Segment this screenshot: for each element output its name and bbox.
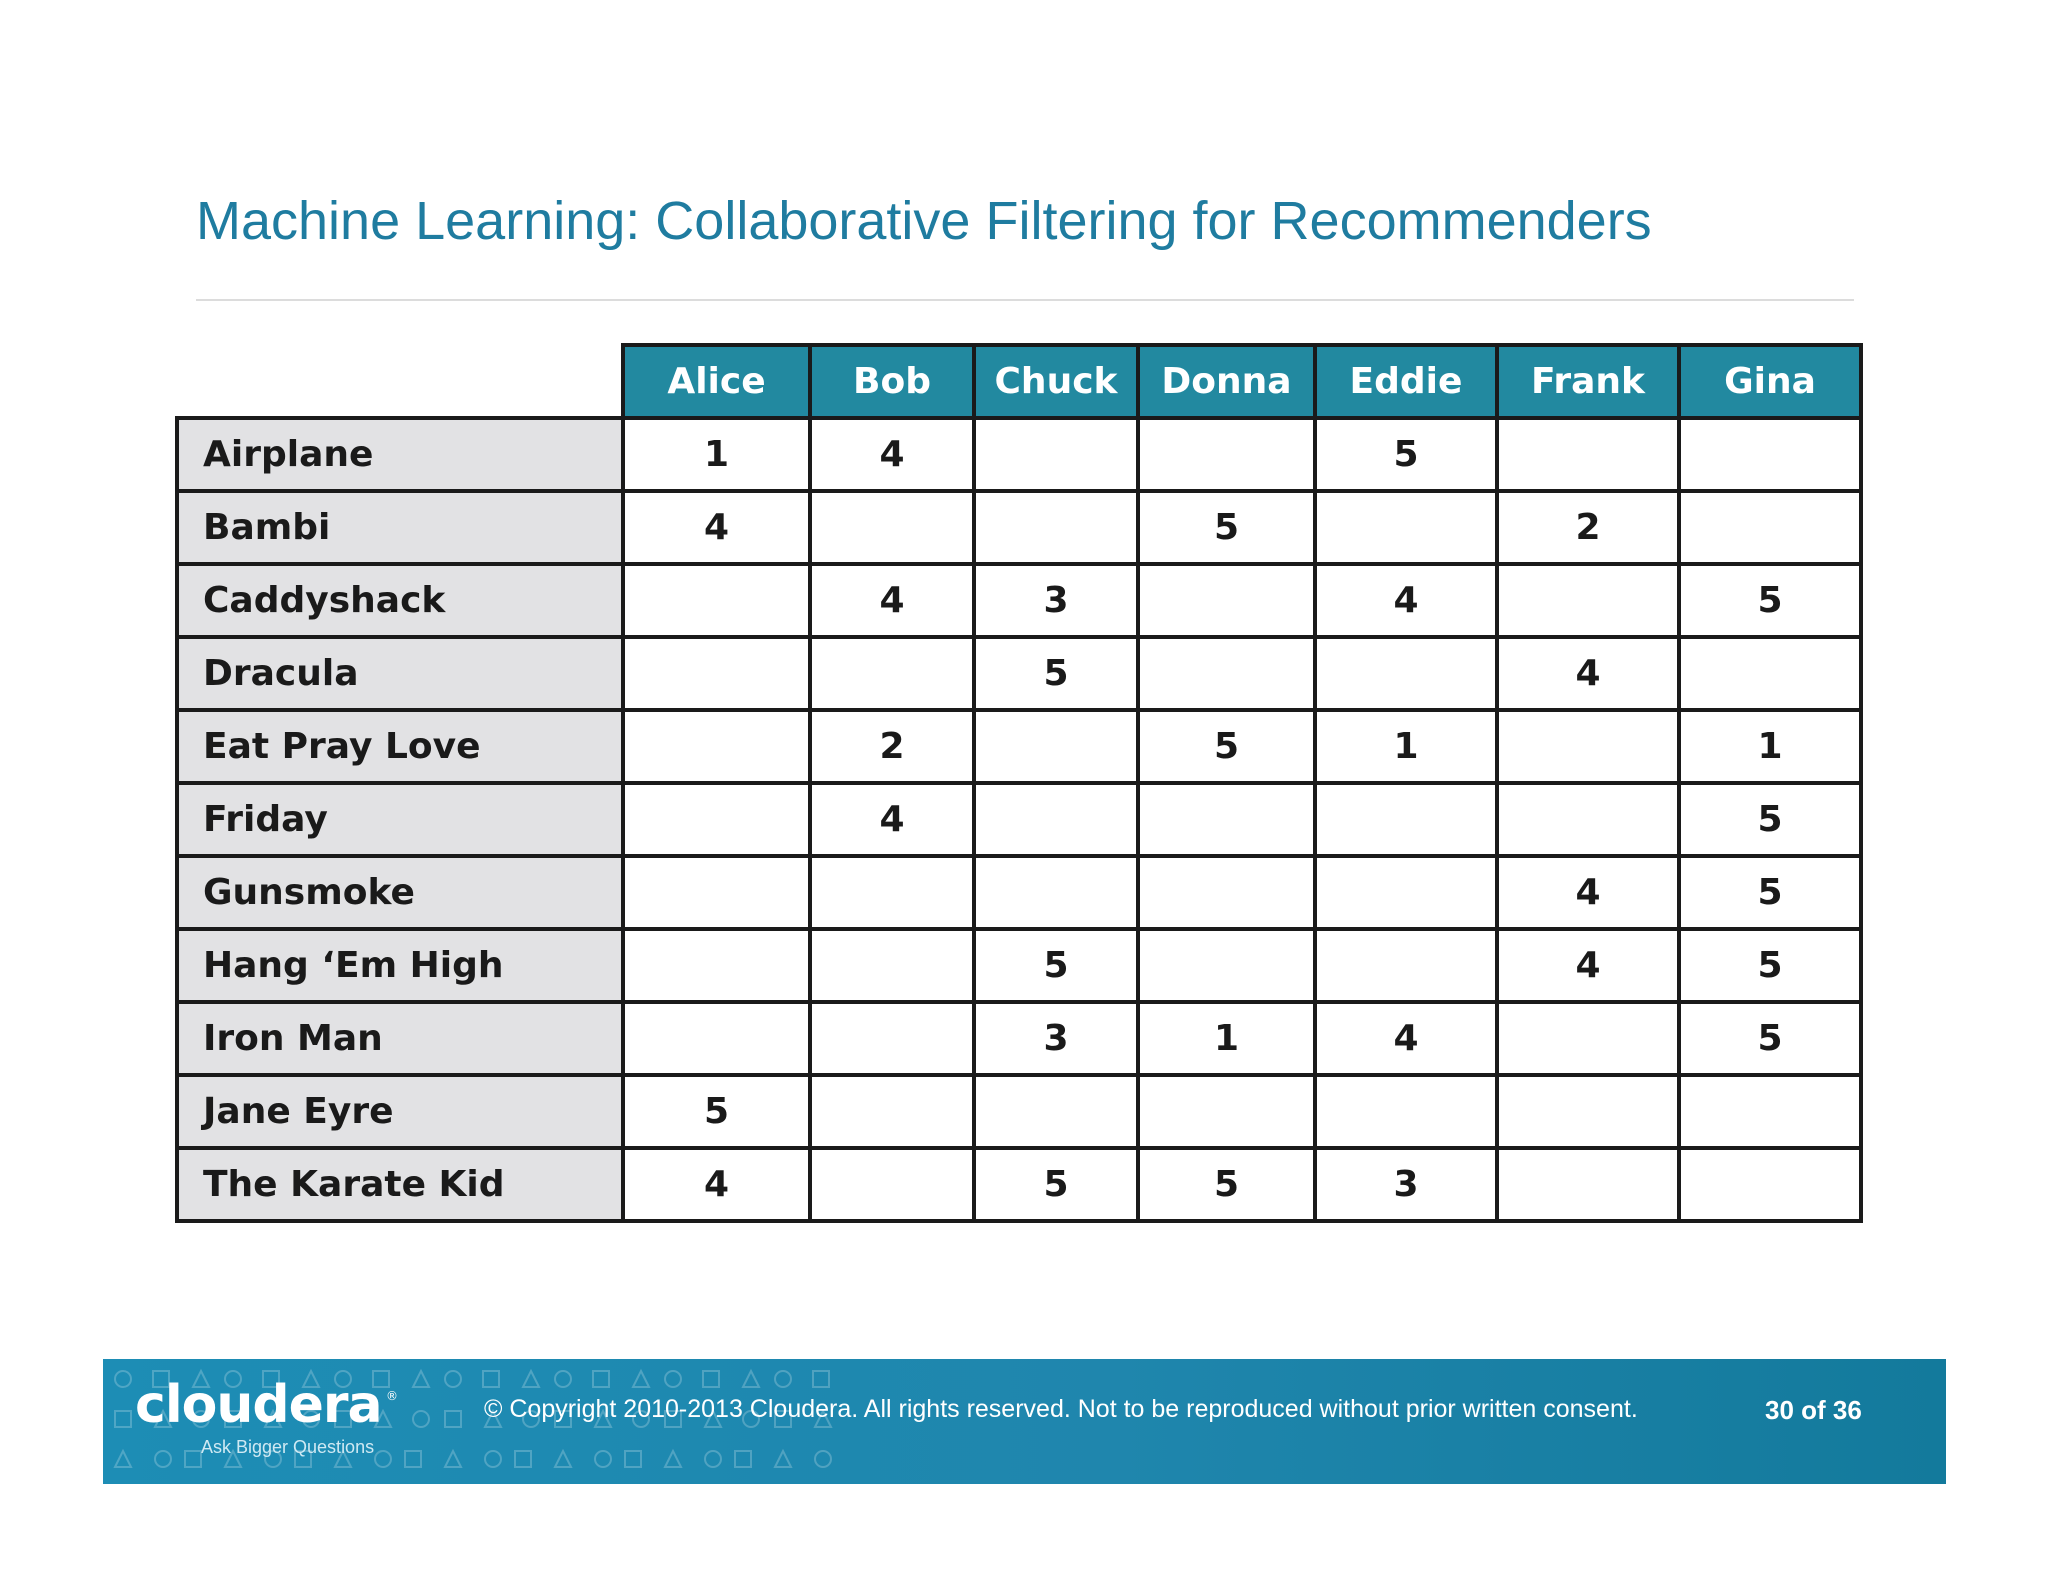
rating-cell-chuck — [974, 710, 1138, 783]
rating-cell-alice — [623, 637, 810, 710]
user-header-bob: Bob — [810, 345, 974, 418]
user-header-alice: Alice — [623, 345, 810, 418]
rating-cell-alice — [623, 710, 810, 783]
movie-title-cell: The Karate Kid — [177, 1148, 623, 1221]
movie-title-cell: Bambi — [177, 491, 623, 564]
rating-cell-bob — [810, 637, 974, 710]
movie-title-cell: Gunsmoke — [177, 856, 623, 929]
rating-cell-donna — [1138, 564, 1315, 637]
table-row — [177, 783, 1861, 856]
rating-cell-gina: 1 — [1679, 710, 1861, 783]
rating-cell-chuck — [974, 491, 1138, 564]
user-header-eddie: Eddie — [1315, 345, 1497, 418]
rating-cell-donna: 5 — [1138, 710, 1315, 783]
slide-title: Machine Learning: Collaborative Filtering for Recommenders — [196, 191, 1652, 251]
rating-cell-gina: 5 — [1679, 856, 1861, 929]
registered-mark: ® — [386, 1389, 398, 1403]
rating-cell-gina — [1679, 637, 1861, 710]
rating-cell-frank — [1497, 1002, 1679, 1075]
table-row — [177, 564, 1861, 637]
page-indicator: 30 of 36 — [1765, 1395, 1862, 1425]
movie-title-cell: Jane Eyre — [177, 1075, 623, 1148]
rating-cell-gina: 5 — [1679, 783, 1861, 856]
table-row — [177, 637, 1861, 710]
table-row — [177, 491, 1861, 564]
rating-cell-bob — [810, 1002, 974, 1075]
copyright-notice: © Copyright 2010-2013 Cloudera. All rights reserved. Not to be reproduced without prior written consent. — [484, 1395, 1638, 1423]
movie-title-cell: Eat Pray Love — [177, 710, 623, 783]
movie-title-cell: Iron Man — [177, 1002, 623, 1075]
rating-cell-gina — [1679, 1148, 1861, 1221]
rating-cell-alice — [623, 783, 810, 856]
rating-cell-chuck — [974, 418, 1138, 491]
table-row — [177, 418, 1861, 491]
rating-cell-chuck: 5 — [974, 929, 1138, 1002]
movie-title-cell: Friday — [177, 783, 623, 856]
rating-cell-bob — [810, 856, 974, 929]
rating-cell-donna: 5 — [1138, 491, 1315, 564]
rating-cell-eddie: 1 — [1315, 710, 1497, 783]
rating-cell-eddie: 3 — [1315, 1148, 1497, 1221]
user-header-donna: Donna — [1138, 345, 1315, 418]
cloudera-logo: cloudera — [135, 1375, 382, 1435]
rating-cell-alice: 4 — [623, 491, 810, 564]
header-row — [177, 345, 1861, 418]
rating-cell-chuck: 3 — [974, 1002, 1138, 1075]
rating-cell-alice: 4 — [623, 1148, 810, 1221]
rating-cell-frank: 4 — [1497, 929, 1679, 1002]
rating-cell-chuck: 3 — [974, 564, 1138, 637]
rating-cell-frank — [1497, 1075, 1679, 1148]
table-row — [177, 710, 1861, 783]
table-row — [177, 929, 1861, 1002]
rating-cell-frank — [1497, 564, 1679, 637]
rating-cell-alice: 1 — [623, 418, 810, 491]
rating-cell-gina: 5 — [1679, 929, 1861, 1002]
rating-cell-eddie — [1315, 783, 1497, 856]
movie-title-cell: Dracula — [177, 637, 623, 710]
rating-cell-frank — [1497, 1148, 1679, 1221]
rating-cell-gina: 5 — [1679, 1002, 1861, 1075]
table-row — [177, 1075, 1861, 1148]
ratings-table — [175, 343, 1863, 1223]
rating-cell-alice — [623, 1002, 810, 1075]
rating-cell-chuck — [974, 783, 1138, 856]
movie-title-cell: Caddyshack — [177, 564, 623, 637]
rating-cell-bob: 4 — [810, 564, 974, 637]
rating-cell-eddie: 4 — [1315, 1002, 1497, 1075]
rating-cell-donna — [1138, 418, 1315, 491]
rating-cell-frank: 2 — [1497, 491, 1679, 564]
movie-title-cell: Airplane — [177, 418, 623, 491]
rating-cell-eddie — [1315, 929, 1497, 1002]
rating-cell-donna: 1 — [1138, 1002, 1315, 1075]
rating-cell-frank: 4 — [1497, 856, 1679, 929]
rating-cell-gina — [1679, 491, 1861, 564]
ratings-body — [177, 418, 1861, 1221]
rating-cell-eddie — [1315, 491, 1497, 564]
table-row — [177, 1148, 1861, 1221]
rating-cell-alice — [623, 564, 810, 637]
rating-cell-eddie: 5 — [1315, 418, 1497, 491]
rating-cell-donna — [1138, 929, 1315, 1002]
logo-tagline: Ask Bigger Questions — [201, 1437, 375, 1457]
footer-banner — [103, 1359, 1946, 1484]
movie-title-cell: Hang ‘Em High — [177, 929, 623, 1002]
rating-cell-gina — [1679, 418, 1861, 491]
table-row — [177, 856, 1861, 929]
rating-cell-gina: 5 — [1679, 564, 1861, 637]
rating-cell-alice — [623, 929, 810, 1002]
rating-cell-bob: 4 — [810, 783, 974, 856]
rating-cell-eddie — [1315, 856, 1497, 929]
rating-cell-frank — [1497, 783, 1679, 856]
rating-cell-chuck: 5 — [974, 1148, 1138, 1221]
rating-cell-bob: 2 — [810, 710, 974, 783]
rating-cell-bob — [810, 491, 974, 564]
rating-cell-gina — [1679, 1075, 1861, 1148]
rating-cell-frank: 4 — [1497, 637, 1679, 710]
rating-cell-chuck — [974, 856, 1138, 929]
rating-cell-donna — [1138, 783, 1315, 856]
rating-cell-eddie — [1315, 1075, 1497, 1148]
rating-cell-bob — [810, 1075, 974, 1148]
rating-cell-eddie: 4 — [1315, 564, 1497, 637]
rating-cell-frank — [1497, 710, 1679, 783]
rating-cell-frank — [1497, 418, 1679, 491]
rating-cell-donna — [1138, 856, 1315, 929]
rating-cell-bob: 4 — [810, 418, 974, 491]
rating-cell-chuck — [974, 1075, 1138, 1148]
title-divider — [196, 299, 1854, 301]
user-header-frank: Frank — [1497, 345, 1679, 418]
rating-cell-donna — [1138, 1075, 1315, 1148]
rating-cell-chuck: 5 — [974, 637, 1138, 710]
rating-cell-donna — [1138, 637, 1315, 710]
rating-cell-alice — [623, 856, 810, 929]
table-row — [177, 1002, 1861, 1075]
user-header-gina: Gina — [1679, 345, 1861, 418]
rating-cell-bob — [810, 929, 974, 1002]
rating-cell-alice: 5 — [623, 1075, 810, 1148]
user-header-chuck: Chuck — [974, 345, 1138, 418]
rating-cell-bob — [810, 1148, 974, 1221]
rating-cell-donna: 5 — [1138, 1148, 1315, 1221]
rating-cell-eddie — [1315, 637, 1497, 710]
corner-cell — [177, 345, 623, 418]
